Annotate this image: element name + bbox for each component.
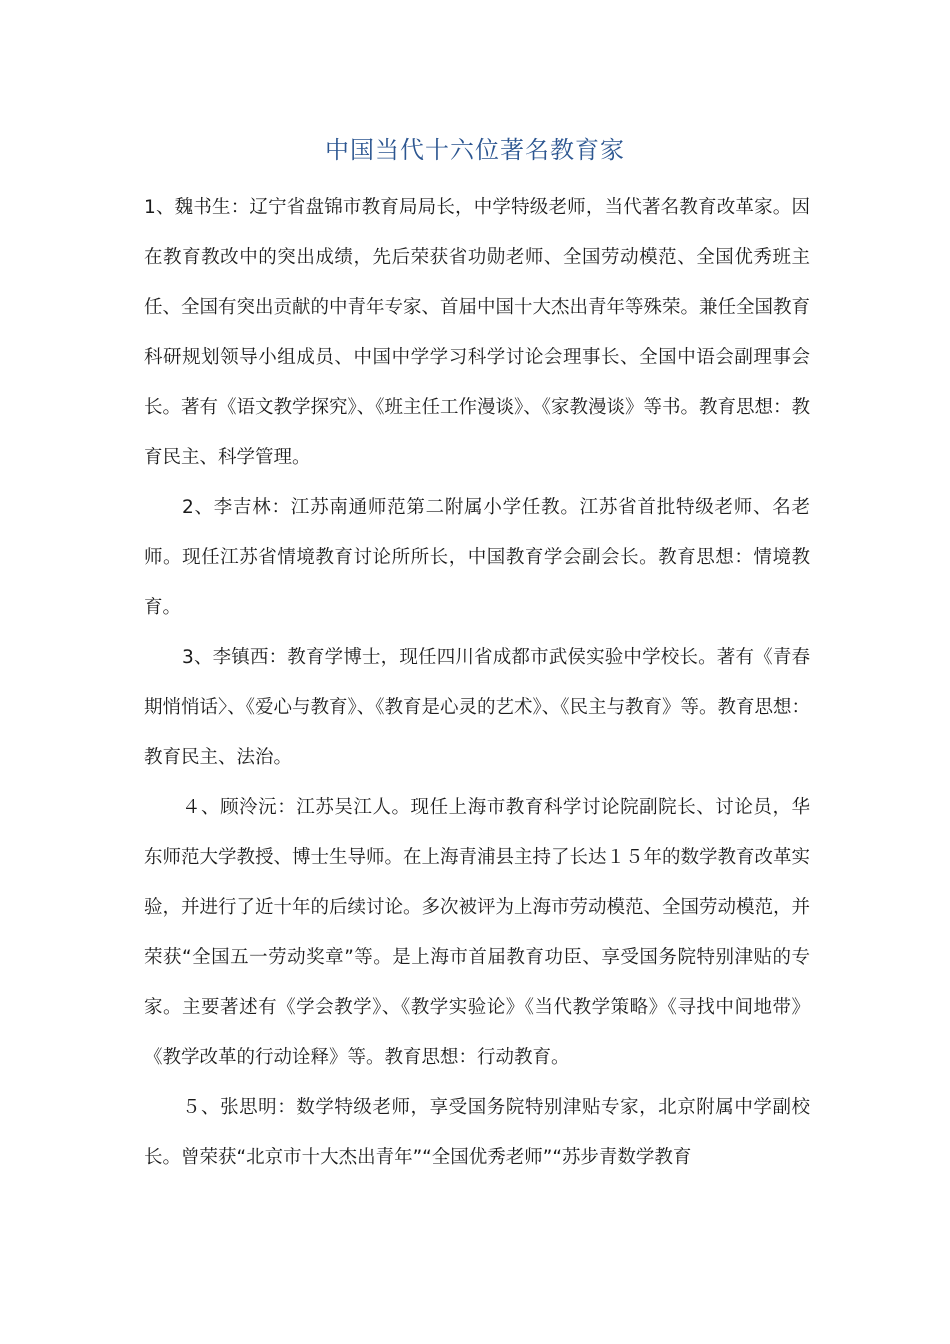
paragraph-gu-lingyuan: ４、顾泠沅：江苏吴江人。现任上海市教育科学讨论院副院长、讨论员，华东师范大学教授、博士生导师。在上海青浦县主持了长达１５年的数学教育改革实验，并进行了近十年的后续讨论。多次被评为上海市劳动模范、全国劳动模范，并荣获“全国五一劳动奖章”等。是上海市首届教育功臣、享受国务院特别津贴的专家。主要著述有《学会教学》、《教学实验论》《当代教学策略》《寻找中间地带》《教学改革的行动诠释》等。教育思想：行动教育。: [144, 797, 811, 1068]
paragraph-wei-shusheng: 1、魏书生：辽宁省盘锦市教育局局长，中学特级老师，当代著名教育改革家。因在教育教改中的突出成绩，先后荣获省功勋老师、全国劳动模范、全国优秀班主任、全国有突出贡献的中青年专家、首届中国十大杰出青年等殊荣。兼任全国教育科研规划领导小组成员、中国中学学习科学讨论会理事长、全国中语会副理事会长。著有《语文教学探究》、《班主任工作漫谈》、《家教漫谈》等书。教育思想：教育民主、科学管理。: [144, 197, 811, 468]
paragraph-li-jilin: 2、李吉林：江苏南通师范第二附属小学任教。江苏省首批特级老师、名老师。现任江苏省情境教育讨论所所长，中国教育学会副会长。教育思想：情境教育。: [144, 497, 810, 618]
document-title: 中国当代十六位著名教育家: [325, 136, 625, 164]
document-body: [144, 183, 810, 1183]
paragraph-li-zhenxi: 3、李镇西：教育学博士，现任四川省成都市武侯实验中学校长。著有《青春期悄悄话〉、《爱心与教育》、《教育是心灵的艺术》、《民主与教育》等。教育思想：教育民主、法治。: [144, 647, 811, 768]
paragraph-zhang-siming: ５、张思明：数学特级老师，享受国务院特别津贴专家，北京附属中学副校长。曾荣获“北京市十大杰出青年”“全国优秀老师”“苏步青数学教育: [144, 1097, 810, 1168]
